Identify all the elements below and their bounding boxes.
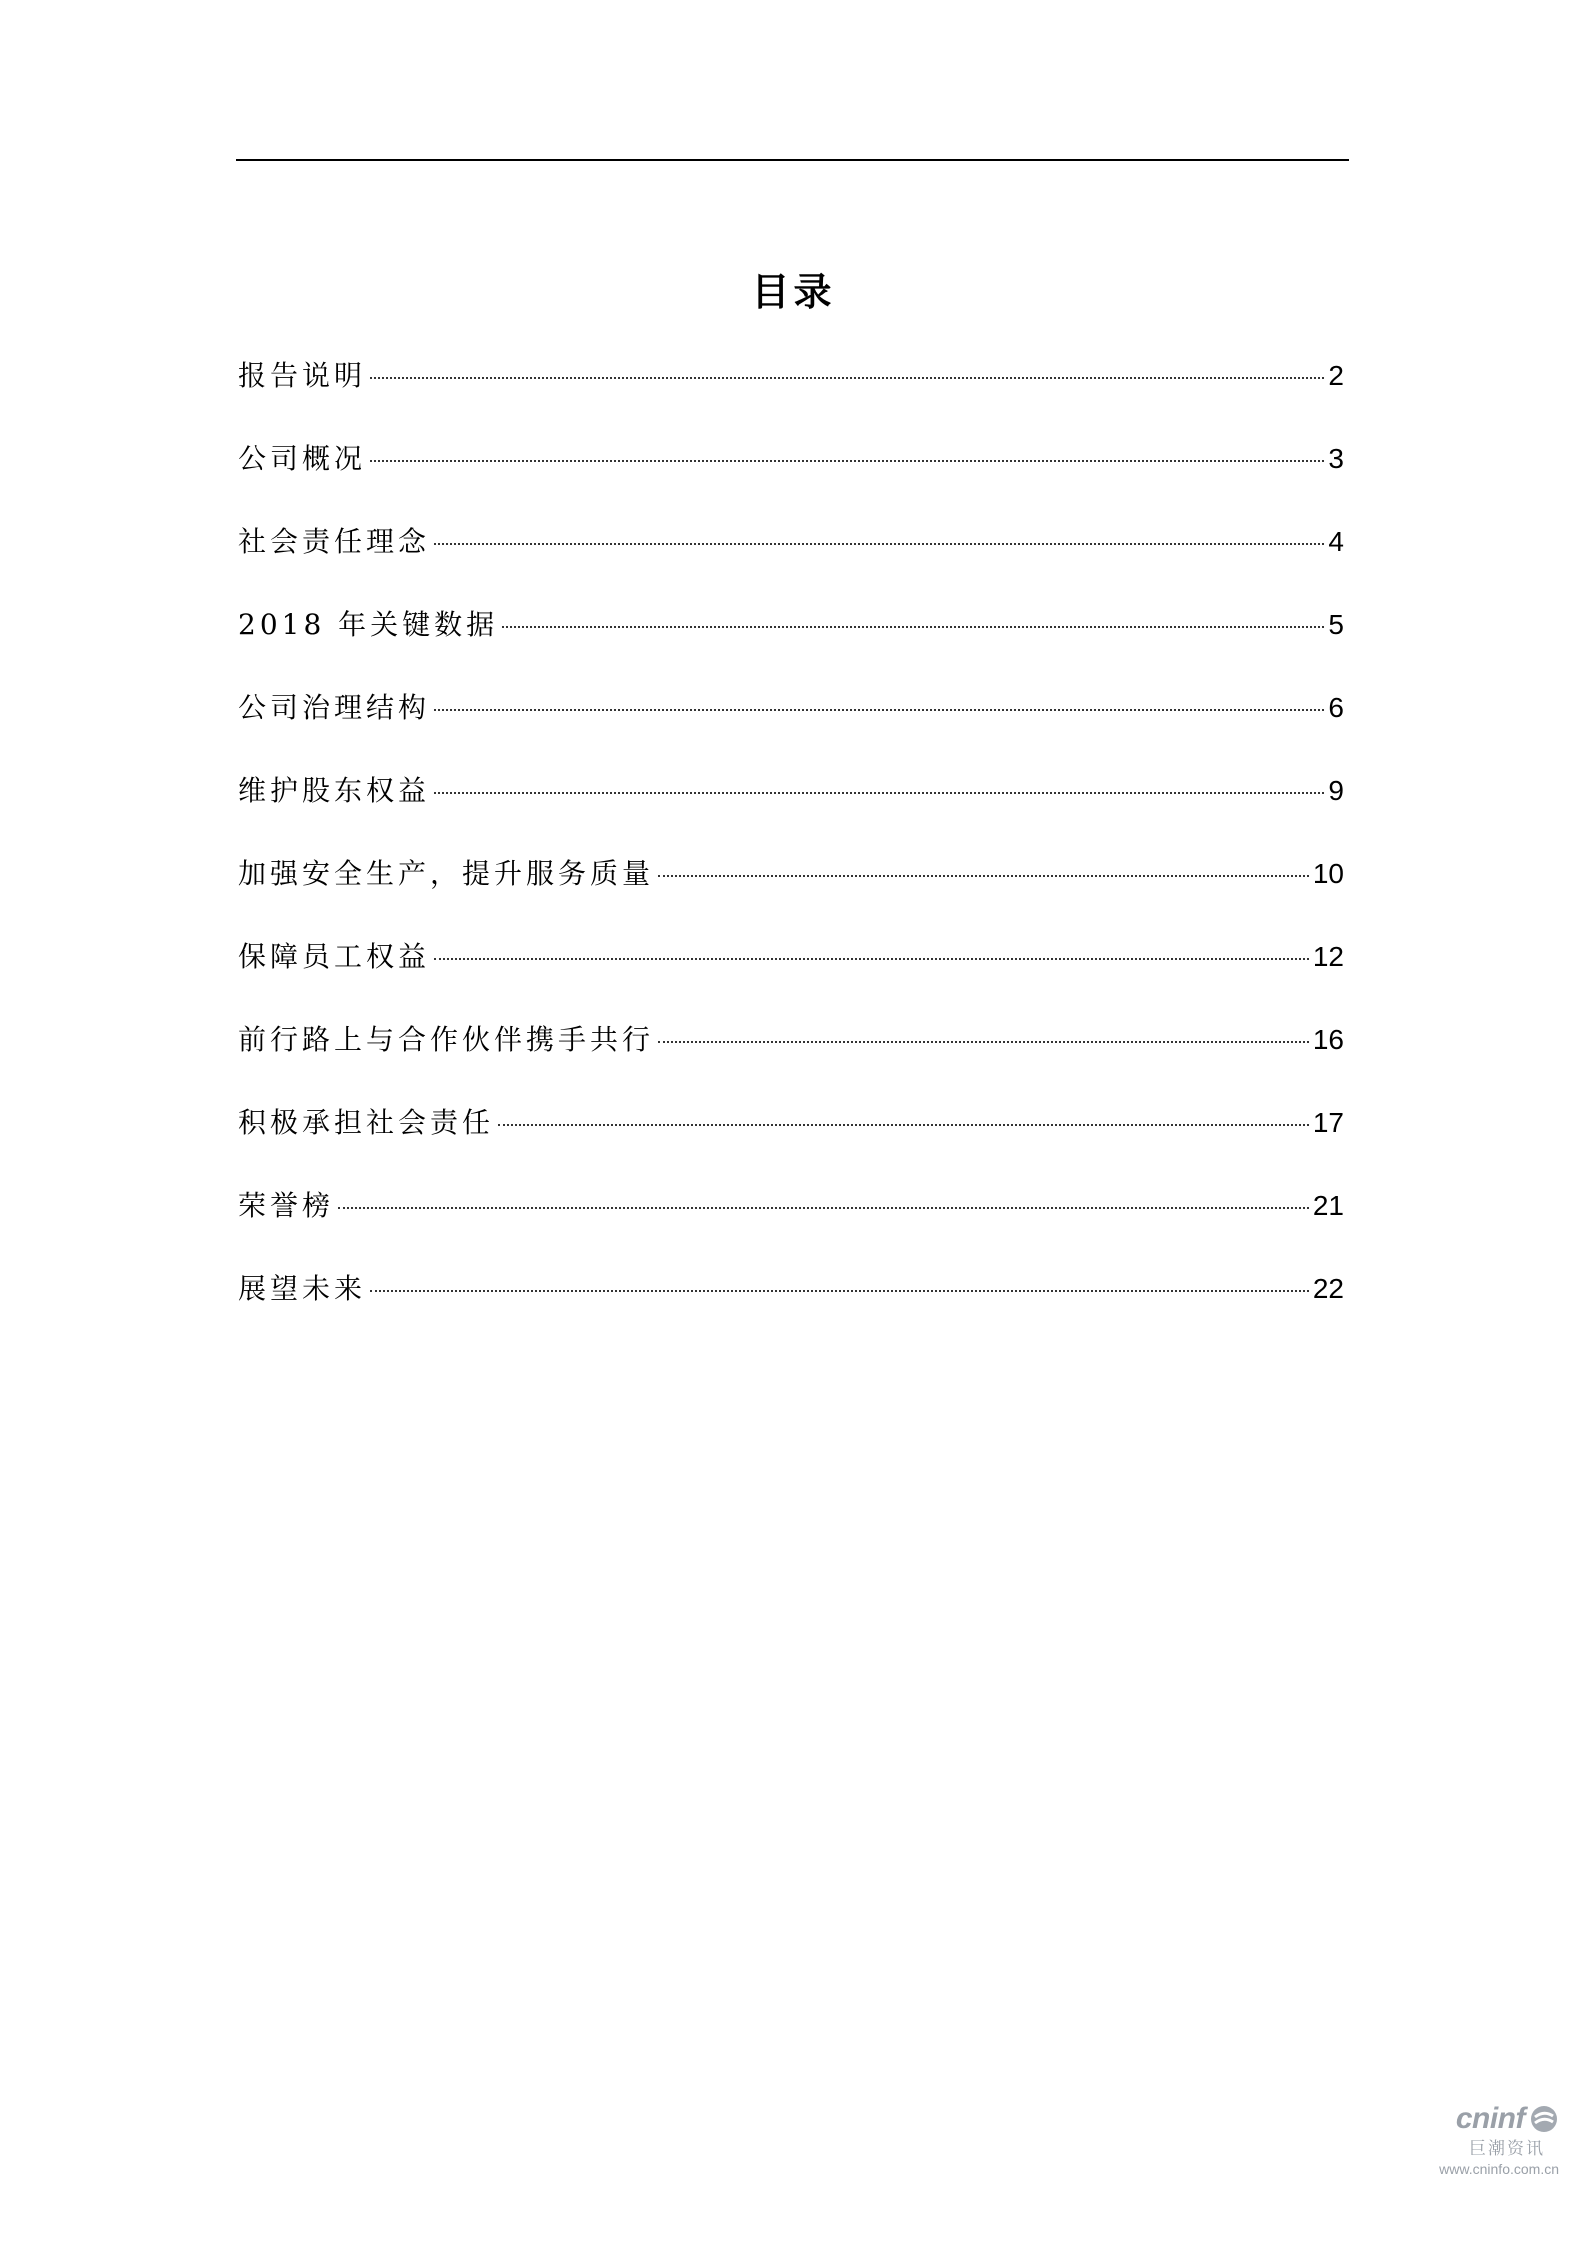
toc-entry[interactable] — [238, 769, 1344, 852]
toc-entry-page: 17 — [1312, 1107, 1344, 1138]
toc-leader-dots — [338, 1207, 1309, 1209]
toc-entry-page: 21 — [1312, 1190, 1344, 1221]
toc-leader-dots — [434, 543, 1324, 545]
toc-leader-dots — [370, 377, 1324, 379]
toc-leader-dots — [370, 1290, 1309, 1292]
toc-leader-dots — [434, 958, 1309, 960]
toc-entry[interactable] — [238, 1267, 1344, 1350]
toc-entry-page: 5 — [1328, 609, 1344, 640]
toc-entry-page: 6 — [1328, 692, 1344, 723]
watermark-brand: cninf — [1455, 2102, 1525, 2135]
toc-entry-label: 维护股东权益 — [238, 774, 431, 807]
toc-entry[interactable] — [238, 603, 1344, 686]
toc-entry-label: 社会责任理念 — [238, 525, 431, 558]
toc-leader-dots — [502, 626, 1324, 628]
toc-title: 目录 — [751, 270, 836, 314]
toc-entry-label: 公司概况 — [238, 442, 367, 475]
cninfo-logo-icon — [1529, 2104, 1559, 2134]
toc-entry-label: 保障员工权益 — [238, 940, 431, 973]
header-rule — [236, 159, 1349, 161]
toc-entry[interactable] — [238, 354, 1344, 437]
toc-entry[interactable] — [238, 1018, 1344, 1101]
toc-entry-label: 荣誉榜 — [238, 1189, 335, 1222]
toc-leader-dots — [370, 460, 1324, 462]
toc-entry[interactable] — [238, 437, 1344, 520]
toc-entry-label: 加强安全生产，提升服务质量 — [238, 857, 655, 890]
toc-entry-page: 12 — [1312, 941, 1344, 972]
toc-entry[interactable] — [238, 852, 1344, 935]
toc-entry-label: 展望未来 — [238, 1272, 367, 1305]
toc-leader-dots — [658, 875, 1309, 877]
toc-entry-page: 4 — [1328, 526, 1344, 557]
toc-entry-page: 16 — [1312, 1024, 1344, 1055]
toc-entry-label: 报告说明 — [238, 359, 367, 392]
toc-list — [238, 354, 1344, 1350]
toc-entry-page: 22 — [1312, 1273, 1344, 1304]
toc-leader-dots — [434, 709, 1324, 711]
cninfo-watermark — [1399, 2102, 1559, 2212]
toc-entry-label: 公司治理结构 — [238, 691, 431, 724]
toc-entry-page: 2 — [1328, 360, 1344, 391]
toc-entry[interactable] — [238, 520, 1344, 603]
watermark-url: www.cninfo.com.cn — [1439, 2161, 1559, 2177]
toc-leader-dots — [434, 792, 1324, 794]
toc-entry[interactable] — [238, 1101, 1344, 1184]
toc-entry-label: 前行路上与合作伙伴携手共行 — [238, 1023, 655, 1056]
watermark-brand-row — [1399, 2102, 1559, 2136]
toc-entry-page: 10 — [1312, 858, 1344, 889]
toc-entry[interactable] — [238, 686, 1344, 769]
toc-entry[interactable] — [238, 935, 1344, 1018]
toc-leader-dots — [658, 1041, 1309, 1043]
toc-entry-label: 积极承担社会责任 — [238, 1106, 495, 1139]
toc-entry-label: 2018 年关键数据 — [238, 608, 499, 641]
toc-leader-dots — [498, 1124, 1309, 1126]
toc-entry-page: 9 — [1328, 775, 1344, 806]
toc-entry-page: 3 — [1328, 443, 1344, 474]
toc-entry[interactable] — [238, 1184, 1344, 1267]
watermark-brand-cn: 巨潮资讯 — [1469, 2139, 1545, 2158]
